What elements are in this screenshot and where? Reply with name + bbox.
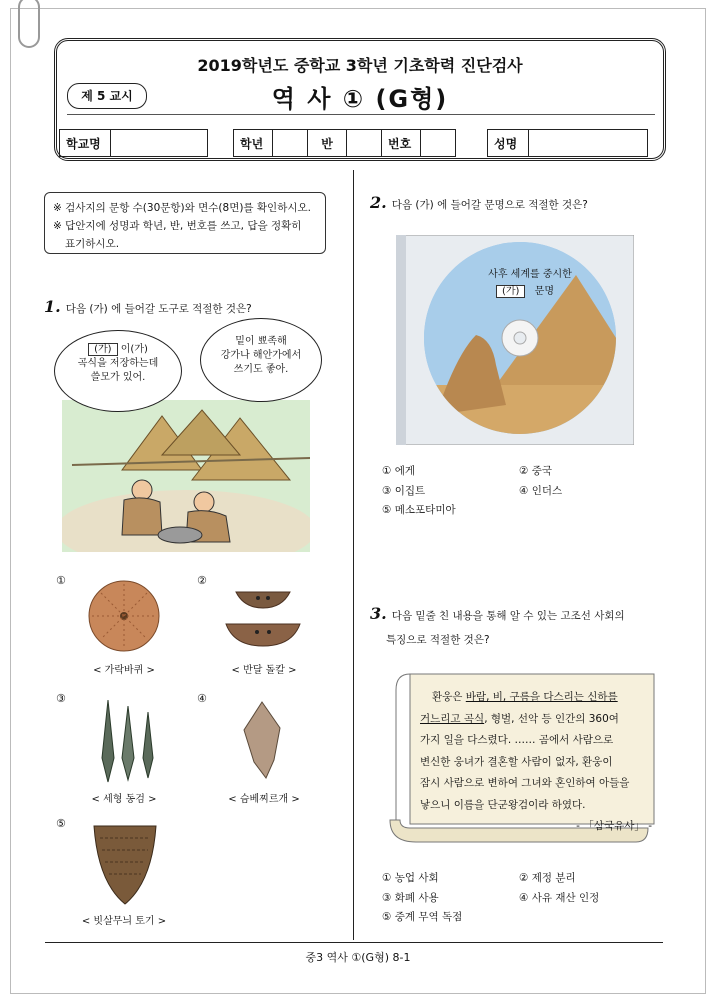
bubble-text: 강가나 해안가에서 (220, 350, 302, 361)
exam-header (54, 38, 666, 161)
question-1 (44, 297, 252, 316)
choice-3[interactable]: ③ 화폐 사용 (382, 892, 439, 904)
footer-divider (45, 942, 663, 943)
number-label: 번호 (381, 129, 421, 157)
question-number: 1. (44, 297, 61, 316)
period-badge: 제 5 교시 (67, 83, 147, 109)
bubble-text: 이(가) (120, 344, 148, 355)
option-caption: < 빗살무늬 토기 > (81, 916, 167, 927)
page-footer: 중3 역사 ①(G형) 8-1 (305, 951, 411, 964)
spindle-whorl-image (86, 578, 162, 654)
samguk-yusa-passage (420, 687, 652, 838)
choice-3[interactable]: ③ 이집트 (382, 485, 426, 497)
question-text: 다음 (가) 에 들어갈 문명으로 적절한 것은? (391, 199, 588, 211)
blank-ga-box: (가) (88, 343, 117, 356)
cd-case-image (396, 235, 634, 445)
choice-1[interactable]: ① 에게 (382, 465, 416, 477)
option-caption: < 슴베찌르개 > (228, 794, 300, 805)
bronze-dagger-image (96, 698, 160, 784)
instruction-line: ※ 검사지의 문항 수(30문항)와 면수(8면)를 확인하시오. (53, 202, 311, 214)
subject-title: 역 사 ① (G형) (271, 85, 449, 113)
choice-2[interactable]: ② 제정 분리 (519, 872, 576, 884)
question-text: 특징으로 적절한 것은? (386, 634, 490, 646)
grade-field[interactable] (272, 129, 308, 157)
question-text: 다음 밑줄 친 내용을 통해 알 수 있는 고조선 사회의 (391, 610, 625, 622)
cd-title: 사후 세계를 중시한 (488, 269, 572, 280)
option-caption: < 가락바퀴 > (93, 665, 155, 676)
bubble-text: 쓸모가 있어. (90, 372, 146, 383)
column-divider (353, 170, 354, 940)
neolithic-village-illustration (62, 330, 310, 552)
passage-text: , 형벌, 선악 등 인간의 360여 (484, 712, 619, 725)
grade-label: 학년 (233, 129, 273, 157)
instruction-line: 표기하시오. (65, 238, 120, 250)
option-number[interactable]: ④ (197, 692, 207, 705)
bubble-text: 쓰기도 좋아. (233, 364, 289, 375)
instruction-line: ※ 답안지에 성명과 학년, 반, 번호를 쓰고, 답을 정확히 (53, 220, 302, 232)
passage-text: 낳으니 이름을 단군왕검이라 하였다. (420, 798, 586, 811)
blank-ga-box: (가) (496, 285, 525, 298)
name-field[interactable] (528, 129, 648, 157)
class-label: 반 (307, 129, 347, 157)
bubble-text: 곡식을 저장하는데 (77, 358, 159, 369)
option-number[interactable]: ① (56, 574, 66, 587)
choice-2[interactable]: ② 중국 (519, 465, 553, 477)
half-moon-knife-image (222, 586, 304, 650)
school-field[interactable] (110, 129, 208, 157)
exam-title: 2019학년도 중학교 3학년 기초학력 진단검사 (197, 56, 523, 75)
question-3 (370, 603, 670, 651)
number-field[interactable] (420, 129, 456, 157)
class-field[interactable] (346, 129, 382, 157)
header-divider (67, 114, 655, 115)
question-text: 다음 (가) 에 들어갈 도구로 적절한 것은? (65, 303, 252, 315)
underlined-text: 거느리고 곡식 (420, 712, 485, 725)
choice-4[interactable]: ④ 인더스 (519, 485, 563, 497)
question-number: 2. (370, 193, 387, 212)
option-number[interactable]: ③ (56, 692, 66, 705)
instructions-box (44, 192, 326, 254)
choice-4[interactable]: ④ 사유 재산 인정 (519, 892, 600, 904)
underlined-text: 바람, 비, 구름을 다스리는 신하를 (465, 691, 618, 703)
option-caption: < 반달 돌칼 > (231, 665, 297, 676)
option-number[interactable]: ② (197, 574, 207, 587)
bubble-text: 밑이 뾰족해 (235, 336, 287, 347)
cd-suffix: 문명 (534, 286, 554, 297)
passage-text: 환웅은 (432, 691, 466, 703)
school-label: 학교명 (59, 129, 111, 157)
tanged-point-image (240, 700, 284, 780)
cd-label (496, 282, 554, 298)
passage-text: 가지 일을 다스렸다. …… 곰에서 사람으로 (420, 734, 614, 746)
passage-text: 변신한 웅녀가 결혼할 사람이 없자, 환웅이 (420, 755, 613, 768)
question-number: 3. (370, 604, 387, 623)
choice-5[interactable]: ⑤ 중계 무역 독점 (382, 911, 463, 923)
paper-clip-icon (18, 0, 40, 48)
question-2 (370, 193, 588, 212)
passage-source: - 「삼국유사」 - (576, 820, 652, 832)
passage-text: 잠시 사람으로 변하여 그녀와 혼인하여 아들을 (420, 777, 630, 789)
comb-pattern-pottery-image (92, 822, 158, 906)
speech-bubble-left (54, 330, 182, 412)
choice-1[interactable]: ① 농업 사회 (382, 872, 439, 884)
speech-bubble-right (200, 318, 322, 402)
option-number[interactable]: ⑤ (56, 817, 66, 830)
option-caption: < 세형 동검 > (91, 794, 157, 805)
choice-5[interactable]: ⑤ 메소포타미아 (382, 504, 456, 516)
name-label: 성명 (487, 129, 529, 157)
